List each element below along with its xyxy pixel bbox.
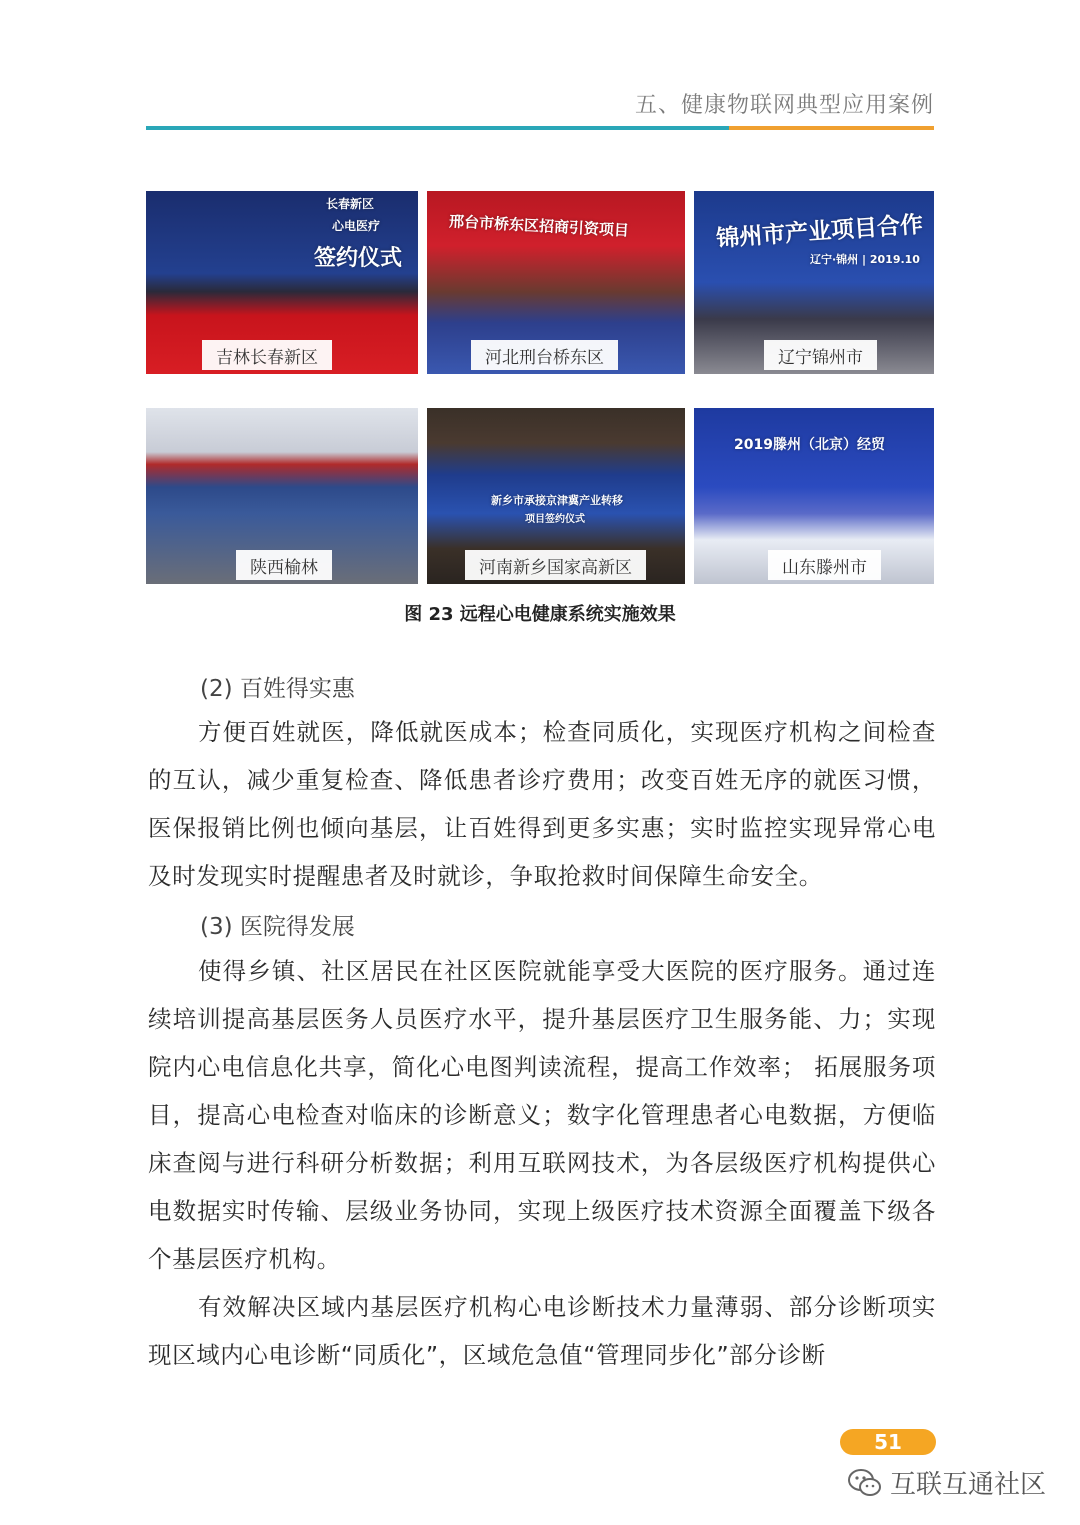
- photo-hebei: [427, 191, 685, 374]
- photo-banner: 辽宁·锦州 | 2019.10: [810, 253, 920, 266]
- photo-caption: 河南新乡国家高新区: [465, 550, 646, 580]
- photo-banner: 邢台市桥东区招商引资项目: [448, 212, 630, 240]
- page-number: 51: [840, 1429, 936, 1455]
- photo-henan: [427, 408, 685, 584]
- section-title: 五、健康物联网典型应用案例: [634, 93, 934, 118]
- photo-banner: 项目签约仪式: [525, 514, 585, 525]
- header-rule: [146, 126, 934, 130]
- photo-shaanxi: [146, 408, 418, 584]
- paragraph: 有效解决区域内基层医疗机构心电诊断技术力量薄弱、部分诊断项实现区域内心电诊断“同质化”，区域危急值“管理同步化”部分诊断: [148, 1293, 936, 1369]
- photo-liaoning: [694, 191, 934, 374]
- photo-caption: 河北刑台桥东区: [471, 340, 618, 370]
- watermark-text: 互联互通社区: [889, 1470, 1046, 1500]
- photo-jilin: [146, 191, 418, 374]
- photo-shandong: [694, 408, 934, 584]
- photo-banner: 锦州市产业项目合作: [715, 211, 924, 253]
- photo-banner: 签约仪式: [314, 246, 403, 271]
- photo-caption: 辽宁锦州市: [764, 340, 877, 370]
- section-heading: (3) 医院得发展: [200, 914, 355, 940]
- photo-caption: 陕西榆林: [236, 550, 332, 580]
- paragraph: 使得乡镇、社区居民在社区医院就能享受大医院的医疗服务。通过连续培训提高基层医务人员医疗水平，提升基层医疗卫生服务能、力；实现院内心电信息化共享，简化心电图判读流程，提高工作效率； 拓展服务项目，提高心电检查对临床的诊断意义；数字化管理患者心电数据，方便临床查阅与进行科研分析数据；利用互联网技术，为各层级医疗机构提供心电数据实时传输、层级业务协同，实现上级医疗技术资源全面覆盖下级各个基层医疗机构。: [148, 957, 936, 1273]
- wechat-icon: [848, 1468, 882, 1498]
- photo-caption: 山东滕州市: [768, 550, 881, 580]
- photo-caption: 吉林长春新区: [202, 340, 332, 370]
- photo-banner: 新乡市承接京津冀产业转移: [491, 494, 623, 507]
- figure-caption: 图 23 远程心电健康系统实施效果: [404, 604, 676, 625]
- photo-banner: 心电医疗: [332, 219, 381, 233]
- photo-banner: 2019滕州（北京）经贸: [734, 437, 885, 453]
- photo-banner: 长春新区: [326, 197, 375, 211]
- section-heading: (2) 百姓得实惠: [200, 676, 355, 702]
- watermark: [848, 1464, 1046, 1501]
- paragraph: 方便百姓就医，降低就医成本；检查同质化，实现医疗机构之间检查的互认，减少重复检查、降低患者诊疗费用；改变百姓无序的就医习惯，医保报销比例也倾向基层，让百姓得到更多实惠；实时监控实现异常心电及时发现实时提醒患者及时就诊，争取抢救时间保障生命安全。: [148, 718, 936, 890]
